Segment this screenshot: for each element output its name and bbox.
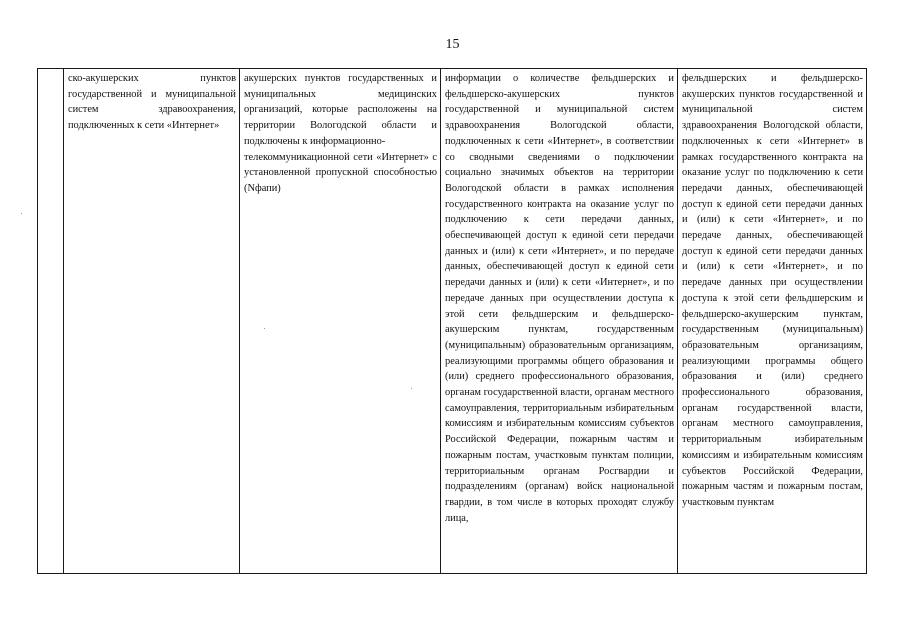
scan-speck — [411, 388, 412, 389]
table-cell-indicator-name — [64, 69, 240, 574]
scan-speck — [21, 213, 22, 214]
cell-text: информации о количестве фельдшерских и фельдшерско-акушерских пунктов государственной и муниципальной систем здравоохранения Вологодской области, подключенных к сети «Интернет», в соответствии со сводными сведениями о подключении социально значимых объектов на территории Вологодской области в рамках исполнения государственного контракта на оказание услуг по подключению к сети передачи данных, обеспечивающей доступ к единой сети передачи данных и (или) к сети «Интернет», и по передаче данных, обеспечивающей доступ к единой сети передачи данных и (или) к сети «Интернет», и по передаче данных при осуществлении доступа к этой сети фельдшерским и фельдшерско-акушерским пунктам, государственным (муниципальным) образовательным организациям, реализующими программы общего образования и (или) среднего профессионального образования, органам государственной власти, органам местного самоуправления, территориальным избирательным комиссиям и избирательным комиссиям субъектов Российской Федерации, пожарным частям и пожарным постам, участковым пунктам полиции, территориальным органам Росгвардии и подразделениям (органам) войск национальной гвардии, в том числе в которых проходят службу лица, — [445, 73, 674, 524]
table-cell-number — [38, 69, 64, 574]
cell-text: акушерских пунктов государственных и муниципальных медицинских организаций, которые расположены на территории Вологодской области и подключены к информационно- телекоммуникационной сети «Интернет» с установленной пропускной способностью (Nфапи) — [244, 73, 437, 194]
scan-speck — [264, 328, 265, 329]
page-number: 15 — [445, 37, 460, 52]
indicator-table — [37, 68, 867, 574]
table-cell-data-source — [678, 69, 867, 574]
cell-text: ско-акушерских пунктов государственной и муниципальной систем здравоохранения, подключенных к сети «Интернет» — [68, 73, 236, 132]
table-row — [38, 69, 867, 574]
table-cell-definition — [240, 69, 441, 574]
cell-text: фельдшерских и фельдшерско-акушерских пунктов государственной и муниципальной систем здравоохранения Вологодской области, подключенных к сети «Интернет» в рамках государственного контракта на оказание услуг по подключению к сети передачи данных, обеспечивающей доступ к единой сети передачи данных и (или) к сети «Интернет», и по передаче данных, обеспечивающей доступ к единой сети передачи данных и (или) к сети «Интернет», и по передаче данных при осуществлении доступа к этой сети фельдшерским и фельдшерско-акушерским пунктам, государственным (муниципальным) образовательным организациям, реализующими программы общего образования и (или) среднего профессионального образования, органам государственной власти, органам местного самоуправления, территориальным избирательным комиссиям и избирательным комиссиям субъектов Российской Федерации, пожарным частям и пожарным постам, участковым пунктам — [682, 73, 863, 508]
table-cell-calculation-source — [441, 69, 678, 574]
